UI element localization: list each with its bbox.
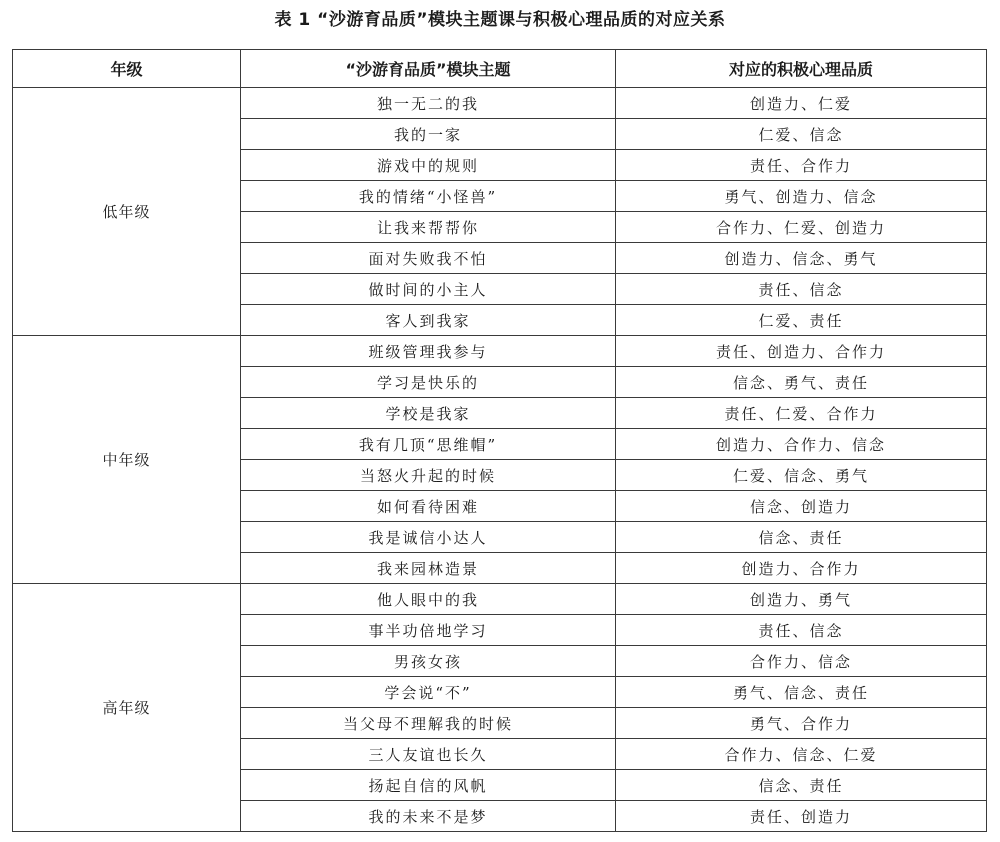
topic-cell: 我有几顶“思维帽” (241, 429, 616, 460)
grade-cell: 中年级 (13, 336, 241, 584)
table-row (13, 336, 987, 367)
qualities-cell: 仁爱、信念 (616, 119, 987, 150)
topic-cell: 三人友谊也长久 (241, 739, 616, 770)
qualities-cell: 创造力、合作力、信念 (616, 429, 987, 460)
header-topic: “沙游育品质”模块主题 (241, 50, 616, 88)
grade-cell: 高年级 (13, 584, 241, 832)
qualities-cell: 信念、创造力 (616, 491, 987, 522)
qualities-cell: 勇气、合作力 (616, 708, 987, 739)
qualities-cell: 勇气、信念、责任 (616, 677, 987, 708)
qualities-cell: 信念、责任 (616, 770, 987, 801)
qualities-cell: 勇气、创造力、信念 (616, 181, 987, 212)
qualities-cell: 责任、创造力 (616, 801, 987, 832)
topic-cell: 我的未来不是梦 (241, 801, 616, 832)
topic-cell: 学校是我家 (241, 398, 616, 429)
topic-cell: 事半功倍地学习 (241, 615, 616, 646)
qualities-cell: 合作力、信念 (616, 646, 987, 677)
topic-cell: 我来园林造景 (241, 553, 616, 584)
table-row (13, 88, 987, 119)
topic-cell: 让我来帮帮你 (241, 212, 616, 243)
topic-cell: 他人眼中的我 (241, 584, 616, 615)
topic-cell: 我是诚信小达人 (241, 522, 616, 553)
table-row (13, 584, 987, 615)
qualities-cell: 责任、信念 (616, 274, 987, 305)
header-row (13, 50, 987, 88)
table-body (13, 88, 987, 832)
topic-cell: 班级管理我参与 (241, 336, 616, 367)
correspondence-table (12, 49, 987, 832)
topic-cell: 游戏中的规则 (241, 150, 616, 181)
topic-cell: 当怒火升起的时候 (241, 460, 616, 491)
topic-cell: 客人到我家 (241, 305, 616, 336)
qualities-cell: 创造力、合作力 (616, 553, 987, 584)
topic-cell: 男孩女孩 (241, 646, 616, 677)
table-caption: 表 1 “沙游育品质”模块主题课与积极心理品质的对应关系 (274, 10, 726, 30)
topic-cell: 独一无二的我 (241, 88, 616, 119)
qualities-cell: 合作力、仁爱、创造力 (616, 212, 987, 243)
topic-cell: 我的情绪“小怪兽” (241, 181, 616, 212)
topic-cell: 当父母不理解我的时候 (241, 708, 616, 739)
topic-cell: 我的一家 (241, 119, 616, 150)
table-header (13, 50, 987, 88)
qualities-cell: 仁爱、责任 (616, 305, 987, 336)
topic-cell: 学习是快乐的 (241, 367, 616, 398)
grade-cell: 低年级 (13, 88, 241, 336)
topic-cell: 如何看待困难 (241, 491, 616, 522)
qualities-cell: 责任、仁爱、合作力 (616, 398, 987, 429)
topic-cell: 扬起自信的风帆 (241, 770, 616, 801)
topic-cell: 面对失败我不怕 (241, 243, 616, 274)
qualities-cell: 创造力、勇气 (616, 584, 987, 615)
qualities-cell: 创造力、信念、勇气 (616, 243, 987, 274)
qualities-cell: 合作力、信念、仁爱 (616, 739, 987, 770)
qualities-cell: 责任、创造力、合作力 (616, 336, 987, 367)
qualities-cell: 责任、信念 (616, 615, 987, 646)
topic-cell: 学会说“不” (241, 677, 616, 708)
topic-cell: 做时间的小主人 (241, 274, 616, 305)
header-grade: 年级 (13, 50, 241, 88)
header-qualities: 对应的积极心理品质 (616, 50, 987, 88)
qualities-cell: 信念、勇气、责任 (616, 367, 987, 398)
qualities-cell: 创造力、仁爱 (616, 88, 987, 119)
qualities-cell: 信念、责任 (616, 522, 987, 553)
qualities-cell: 仁爱、信念、勇气 (616, 460, 987, 491)
qualities-cell: 责任、合作力 (616, 150, 987, 181)
